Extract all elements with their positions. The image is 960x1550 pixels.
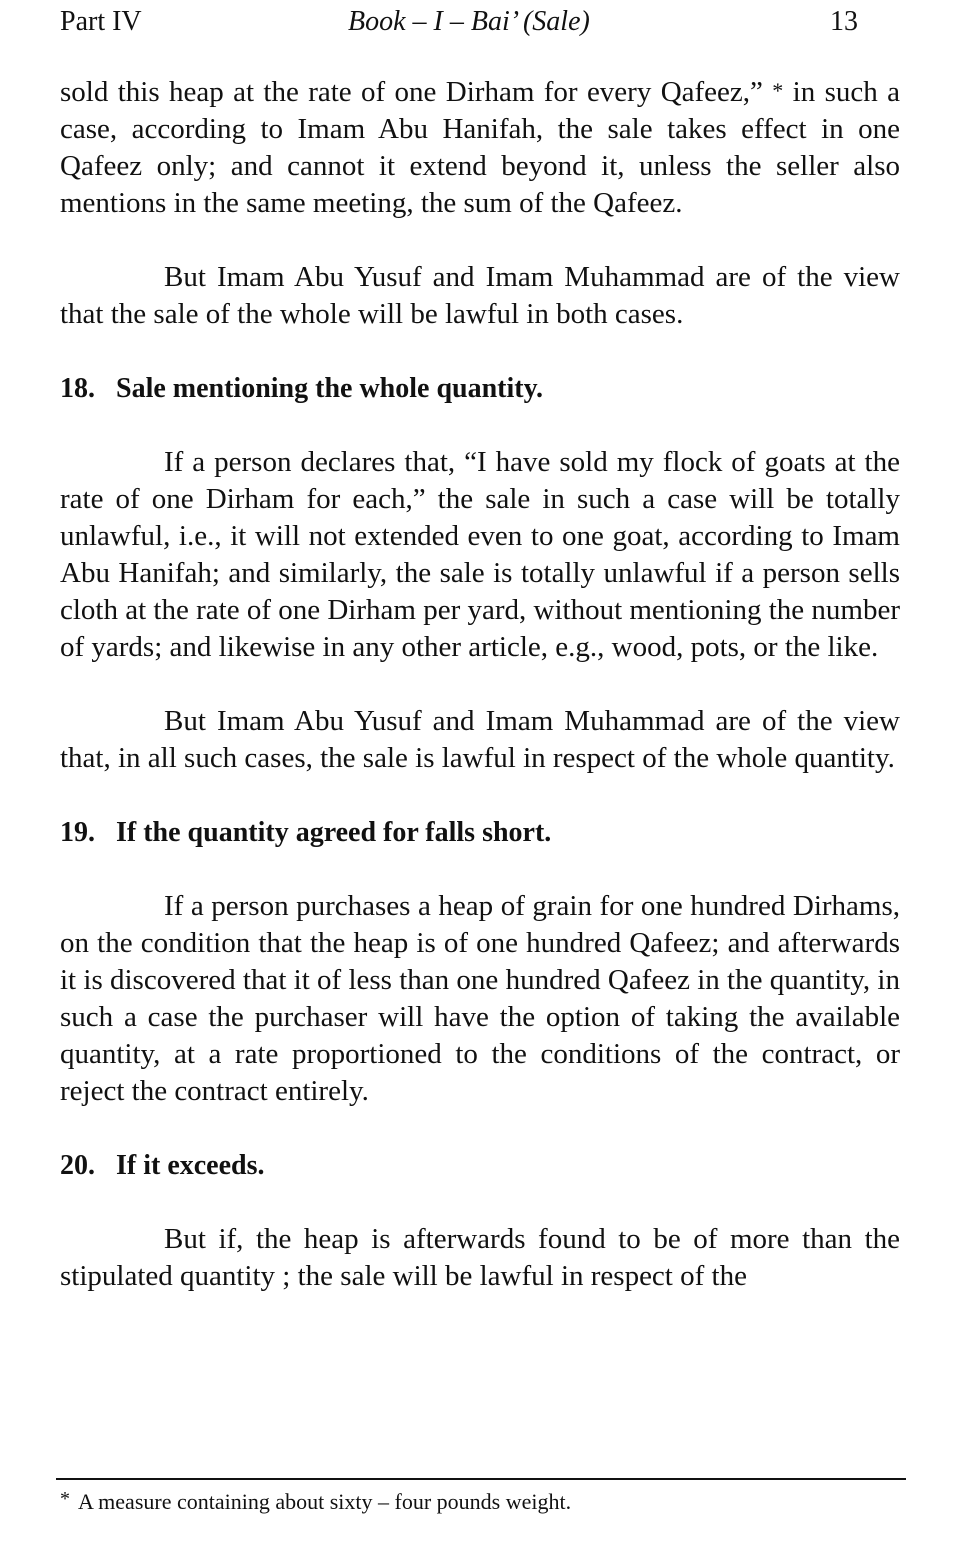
paragraph-text: sold this heap at the rate of one Dirham for every Qafeez,” [60,76,763,108]
section-number: 20. [60,1150,95,1181]
section-title: If it exceeds. [116,1150,265,1181]
footnote-mark: * [60,1488,70,1510]
book-title: Book – I – Bai’ (Sale) [348,6,590,37]
paragraph: But Imam Abu Yusuf and Imam Muhammad are of the view that the sale of the whole will be lawful in both cases. [60,261,900,330]
section-title: If the quantity agreed for falls short. [116,817,552,848]
footnote-divider [56,1478,906,1480]
section-heading-20 [60,1147,900,1184]
section-number: 18. [60,373,95,404]
paragraph: If a person purchases a heap of grain for one hundred Dirhams, on the condition that the heap is of one hundred Qafeez; and afterwards it is discovered that it of less than one hundred Qafeez in the quantity, in such a case the purchaser will have the option of taking the available quantity, at a rate proportioned to the conditions of the contract, or reject the contract entirely. [60,890,900,1107]
paragraph-continuation [60,74,900,222]
section-title: Sale mentioning the whole quantity. [116,373,544,404]
section-heading-18 [60,370,900,407]
paragraph: But if, the heap is afterwards found to be of more than the stipulated quantity ; the sale will be lawful in respect of the [60,1223,900,1292]
footnote [60,1486,900,1518]
page-body [60,74,900,1295]
footnote-reference: * [772,78,784,103]
section-number: 19. [60,817,95,848]
footnote-text: A measure containing about sixty – four pounds weight. [78,1489,572,1514]
page-number: 13 [830,6,858,37]
section-heading-19 [60,814,900,851]
part-label: Part IV [60,6,142,37]
paragraph: But Imam Abu Yusuf and Imam Muhammad are of the view that, in all such cases, the sale is lawful in respect of the whole quantity. [60,705,900,774]
paragraph-text: in such a case, according to Imam Abu Hanifah, the sale takes effect in one Qafeez only; and cannot it extend beyond it, unless the seller also mentions in the same meeting, the sum of the Qafeez. [60,76,900,219]
paragraph: If a person declares that, “I have sold my flock of goats at the rate of one Dirham for each,” the sale in such a case will be totally unlawful, i.e., it will not extended even to one goat, according to Imam Abu Hanifah; and similarly, the sale is totally unlawful if a person sells cloth at the rate of one Dirham per yard, without mentioning the number of yards; and likewise in any other article, e.g., wood, pots, or the like. [60,446,900,663]
running-header [60,0,900,44]
